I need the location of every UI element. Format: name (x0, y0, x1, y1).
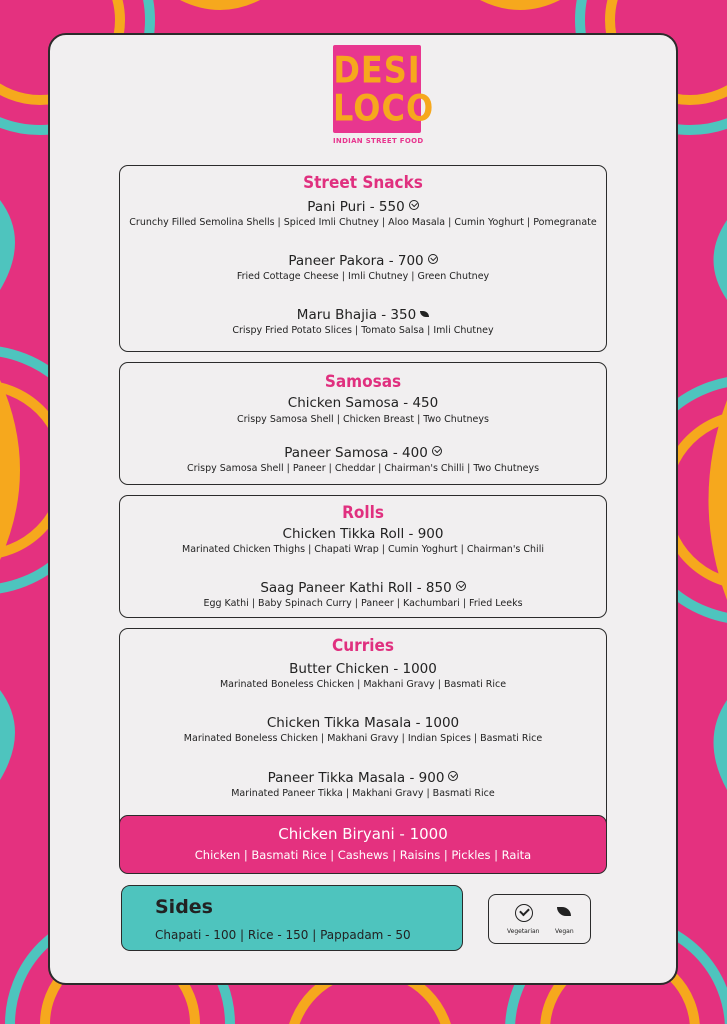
vegan-icon (557, 907, 571, 916)
vegan-icon (420, 311, 429, 317)
logo-line-1: DESI (333, 48, 421, 92)
section-title: Curries (332, 636, 394, 656)
menu-item-desc: Marinated Paneer Tikka | Makhani Gravy | Basmati Rice (231, 788, 495, 799)
menu-item-desc: Marinated Boneless Chicken | Makhani Gravy | Basmati Rice (219, 679, 507, 690)
menu-item-desc: Marinated Boneless Chicken | Makhani Gravy | Indian Spices | Basmati Rice (183, 733, 543, 744)
menu-item-name: Paneer Samosa - 400 (120, 445, 606, 461)
menu-item-desc: Crispy Samosa Shell | Chicken Breast | Two Chutneys (237, 414, 489, 425)
logo-subtitle: INDIAN STREET FOOD (333, 137, 424, 145)
menu-item-name: Paneer Tikka Masala - 900 (120, 770, 606, 786)
section-sides (121, 885, 463, 951)
menu-item-desc: Egg Kathi | Baby Spinach Curry | Paneer | Kachumbari | Fried Leeks (203, 598, 523, 609)
section-title: Samosas (324, 372, 402, 392)
vegetarian-icon (428, 254, 438, 264)
menu-item-name: Chicken Tikka Roll - 900 (282, 526, 444, 542)
menu-item-name: Pani Puri - 550 (120, 199, 606, 215)
section-rolls (119, 495, 607, 618)
vegetarian-icon (515, 904, 533, 922)
menu-item-name: Paneer Pakora - 700 (120, 253, 606, 269)
menu-item-desc: Crunchy Filled Semolina Shells | Spiced Imli Chutney | Aloo Masala | Cumin Yoghurt | Pomegranate (129, 217, 597, 228)
vegetarian-icon (456, 581, 466, 591)
vegetarian-icon (448, 771, 458, 781)
menu-item-name: Chicken Tikka Masala - 1000 (266, 715, 460, 731)
section-samosas (119, 362, 607, 485)
featured-item-desc: Chicken | Basmati Rice | Cashews | Raisins | Pickles | Raita (194, 848, 532, 862)
featured-item-name: Chicken Biryani - 1000 (278, 825, 448, 843)
logo-line-2: LOCO (333, 86, 435, 130)
vegetarian-icon (409, 200, 419, 210)
diet-legend (488, 894, 591, 944)
featured-item (119, 815, 607, 874)
vegetarian-icon (432, 446, 442, 456)
menu-item-name: Chicken Samosa - 450 (287, 395, 439, 411)
section-street-snacks (119, 165, 607, 352)
menu-item-name: Butter Chicken - 1000 (289, 661, 437, 677)
logo-badge (333, 45, 435, 133)
menu-item-desc: Fried Cottage Cheese | Imli Chutney | Green Chutney (236, 271, 490, 282)
sides-list: Chapati - 100 | Rice - 150 | Pappadam - 50 (155, 928, 411, 942)
section-title: Rolls (342, 503, 384, 523)
menu-item-name: Maru Bhajia - 350 (120, 307, 606, 323)
legend-vegetarian-label: Vegetarian (507, 928, 540, 935)
legend-vegan-label: Vegan (555, 928, 574, 935)
logo (333, 45, 435, 151)
sides-title: Sides (155, 896, 213, 918)
menu-item-name: Saag Paneer Kathi Roll - 850 (120, 580, 606, 596)
menu-item-desc: Crispy Fried Potato Slices | Tomato Salsa | Imli Chutney (232, 325, 494, 336)
menu-item-desc: Marinated Chicken Thighs | Chapati Wrap | Cumin Yoghurt | Chairman's Chili (182, 544, 544, 555)
menu-item-desc: Crispy Samosa Shell | Paneer | Cheddar | Chairman's Chilli | Two Chutneys (186, 463, 540, 474)
section-title: Street Snacks (303, 173, 423, 193)
